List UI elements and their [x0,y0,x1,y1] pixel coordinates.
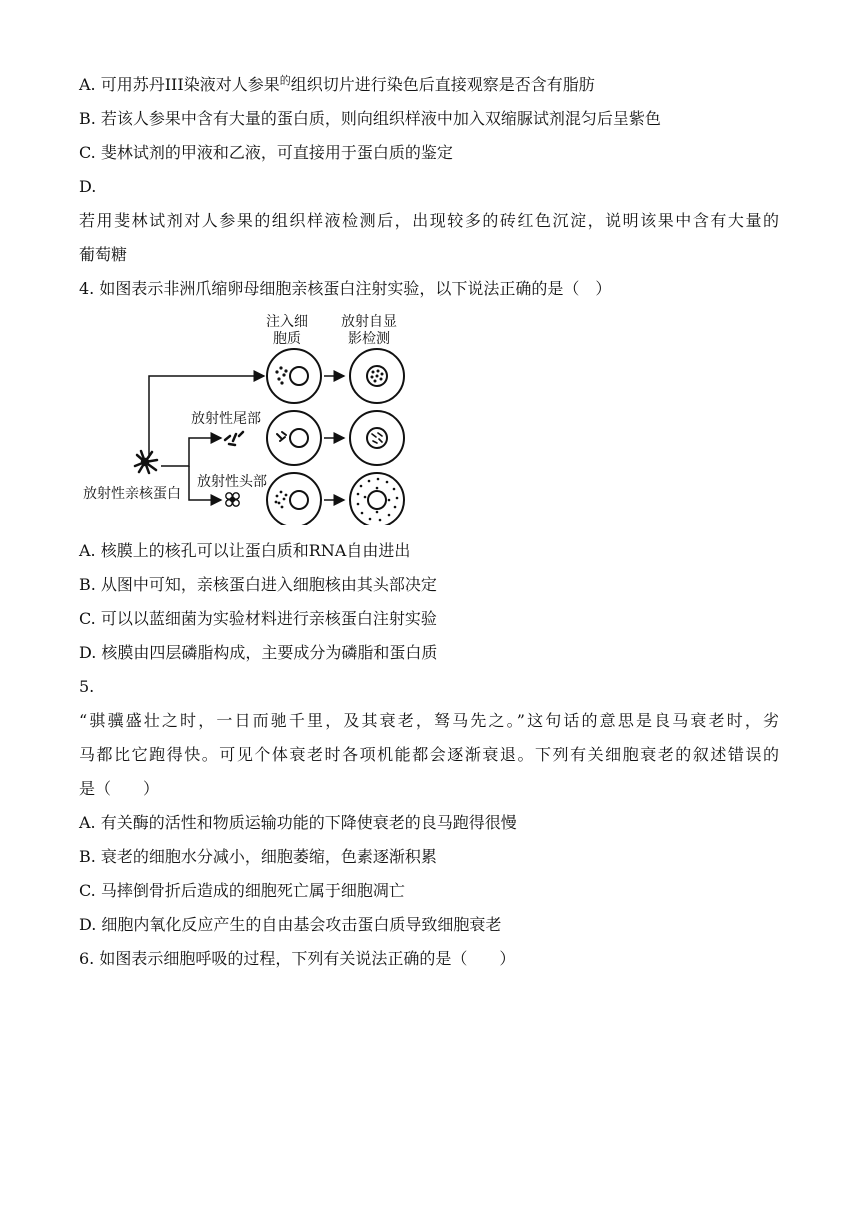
q4-option-b: B. 从图中可知，亲核蛋白进入细胞核由其头部决定 [79,575,437,594]
q3-option-d-line2: 葡萄糖 [79,245,128,264]
cell-row1-detect [350,349,404,403]
q6-stem: 6. 如图表示细胞呼吸的过程，下列有关说法正确的是（ ） [79,949,516,968]
q5-stem-line2: 马都比它跑得快。可见个体衰老时各项机能都会逐渐衰退。下列有关细胞衰老的叙述错误的 [79,745,779,764]
q5-option-d: D. 细胞内氧化反应产生的自由基会攻击蛋白质导致细胞衰老 [79,915,502,934]
cell-row3-detect [350,473,404,525]
nucleoplasmin-protein-icon [135,451,157,473]
header-inject-line1: 注入细 [266,314,308,330]
label-radioactive-tail: 放射性尾部 [191,411,261,427]
cell-row3-inject [267,473,321,525]
cell-row2-detect [350,411,404,465]
q3-option-b: B. 若该人参果中含有大量的蛋白质，则向组织样液中加入双缩脲试剂混匀后呈紫色 [79,109,661,128]
q3-option-d-label: D. [79,177,97,196]
q3-option-a [79,75,595,97]
cell-row2-inject [267,411,321,465]
q4-option-a: A. 核膜上的核孔可以让蛋白质和RNA自由进出 [79,541,411,560]
header-inject-line2: 胞质 [273,331,301,347]
header-detect-line2: 影检测 [348,331,390,347]
head-clusters-icon [226,493,239,506]
label-radioactive-head: 放射性头部 [197,474,267,490]
q4-option-c: C. 可以以蓝细菌为实验材料进行亲核蛋白注射实验 [79,609,437,628]
q5-stem-line1: “骐骥盛壮之时，一日而驰千里，及其衰老，驽马先之。”这句话的意思是良马衰老时，劣 [79,711,779,730]
q4-stem: 4. 如图表示非洲爪缩卵母细胞亲核蛋白注射实验，以下说法正确的是（ ） [79,279,612,298]
q3-option-a-text-2: 组织切片进行染色后直接观察是否含有脂肪 [290,75,595,94]
q5-option-c: C. 马摔倒骨折后造成的细胞死亡属于细胞凋亡 [79,881,405,900]
q3-option-a-text: A. 可用苏丹III染液对人参果 [79,75,280,94]
q4-experiment-figure [79,310,419,525]
tail-fragments-icon [225,432,243,445]
q5-option-a: A. 有关酶的活性和物质运输功能的下降使衰老的良马跑得很慢 [79,813,517,832]
label-radioactive-protein: 放射性亲核蛋白 [83,486,181,502]
q3-option-c: C. 斐林试剂的甲液和乙液，可直接用于蛋白质的鉴定 [79,143,453,162]
q5-number: 5. [79,677,95,696]
header-detect-line1: 放射自显 [341,314,397,330]
cell-row1-inject [267,349,321,403]
q5-stem-line3: 是（ ） [79,779,160,798]
q3-option-d-line1: 若用斐林试剂对人参果的组织样液检测后，出现较多的砖红色沉淀，说明该果中含有大量的 [79,211,779,230]
q5-option-b: B. 衰老的细胞水分减小，细胞萎缩，色素逐渐积累 [79,847,437,866]
q4-option-d: D. 核膜由四层磷脂构成，主要成分为磷脂和蛋白质 [79,643,438,662]
q3-option-a-sup: 的 [279,74,291,87]
figure-svg [79,310,419,525]
